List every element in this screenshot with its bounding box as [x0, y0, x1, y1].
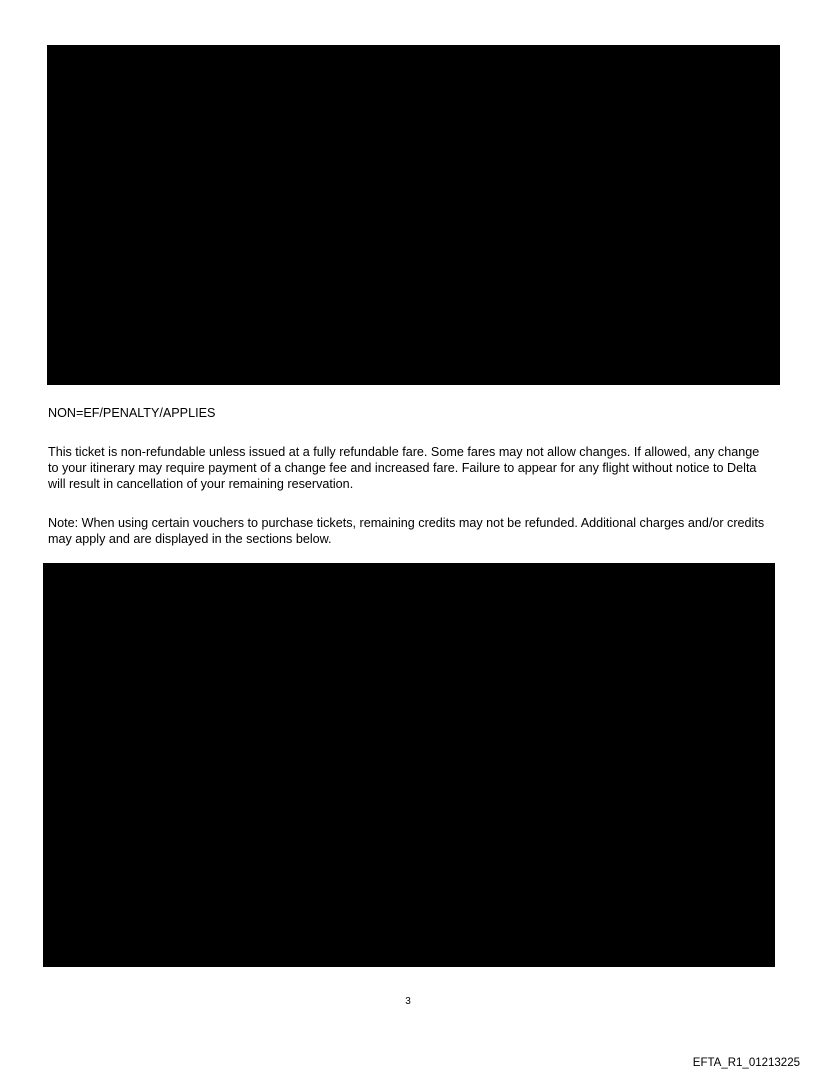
refund-policy-paragraph: This ticket is non-refundable unless issued at a fully refundable fare. Some fares may not allow changes. If allowed, any change to your itinerary may require payment of a change fee and increased fare. Failure to appear for any flight without notice to Delta will result in cancellation of your remaining reservation.: [48, 445, 760, 491]
page-number: 3: [405, 996, 411, 1007]
redaction-block-bottom: [43, 563, 775, 967]
document-id: EFTA_R1_01213225: [692, 1057, 800, 1069]
redaction-block-top: [47, 45, 780, 385]
voucher-note-paragraph: Note: When using certain vouchers to purchase tickets, remaining credits may not be refunded. Additional charges and/or credits may apply and are displayed in the sections below.: [48, 516, 765, 546]
fare-code-line: NON=EF/PENALTY/APPLIES: [48, 406, 216, 420]
